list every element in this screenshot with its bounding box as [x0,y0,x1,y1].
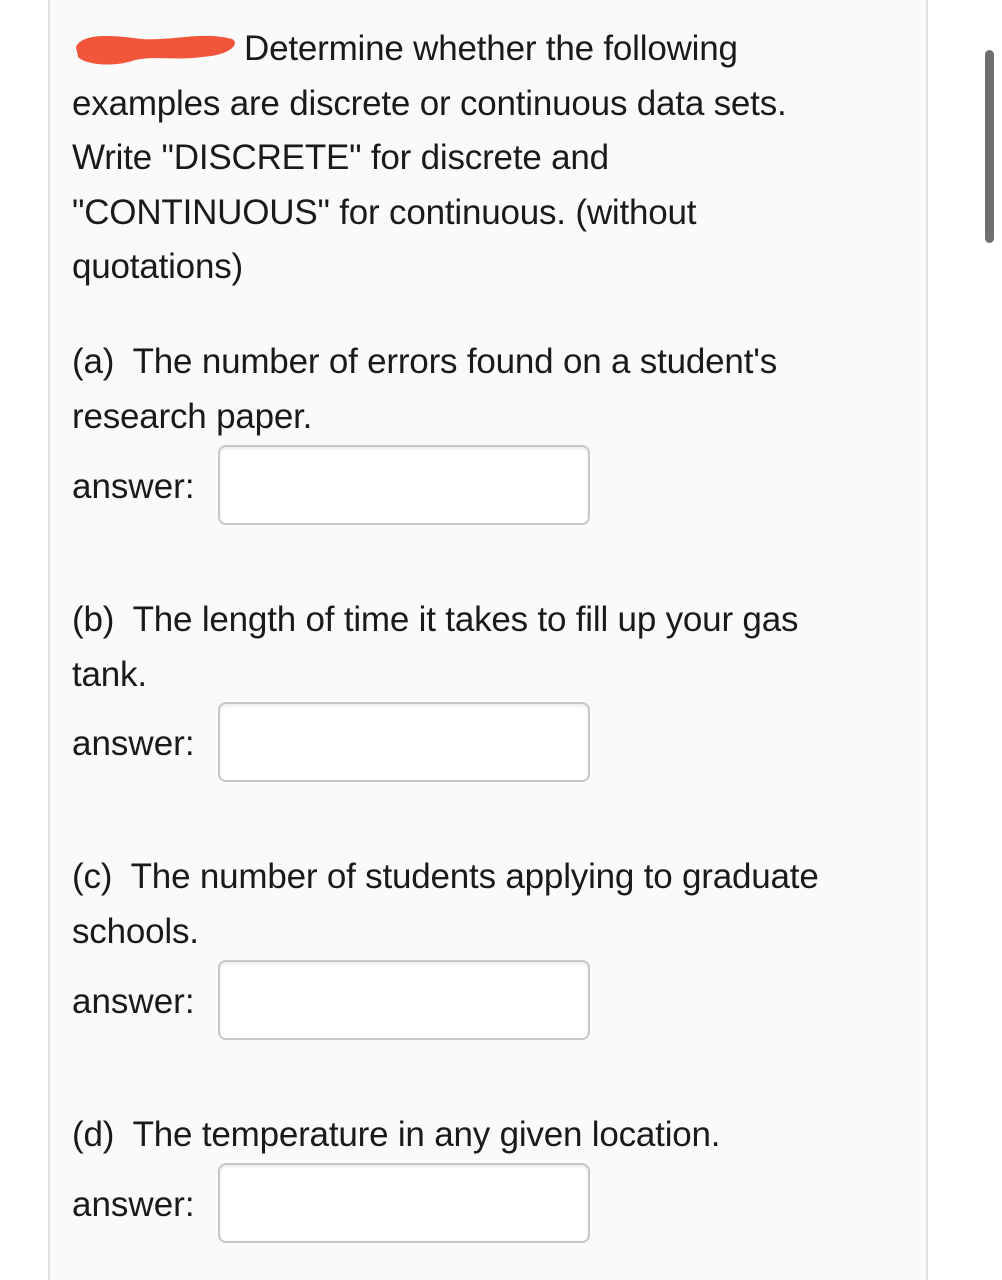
answer-input-d[interactable] [218,1163,590,1243]
instructions [72,22,922,295]
scrollbar[interactable] [985,50,994,243]
answer-label-b: answer: [72,724,195,763]
redaction-mark [72,25,240,69]
answer-row-c [72,960,672,1040]
question-panel [48,0,928,1280]
answer-label-c: answer: [72,982,195,1021]
question-a: (a) The number of errors found on a student's research paper. [72,342,778,436]
instructions-text: Determine whether the following examples are discrete or continuous data sets. Write "DISCRETE" for discrete and "CONTINUOUS" for continuous. (without quotations) [72,29,787,286]
question-c: (c) The number of students applying to graduate schools. [72,857,819,951]
answer-row-a [72,445,672,525]
answer-input-b[interactable] [218,702,590,782]
answer-input-c[interactable] [218,960,590,1040]
answer-label-d: answer: [72,1185,195,1224]
answer-row-b [72,702,672,782]
question-d: (d) The temperature in any given location. [72,1115,721,1154]
answer-row-d [72,1163,672,1243]
answer-label-a: answer: [72,467,195,506]
answer-input-a[interactable] [218,445,590,525]
question-b: (b) The length of time it takes to fill up your gas tank. [72,600,799,694]
